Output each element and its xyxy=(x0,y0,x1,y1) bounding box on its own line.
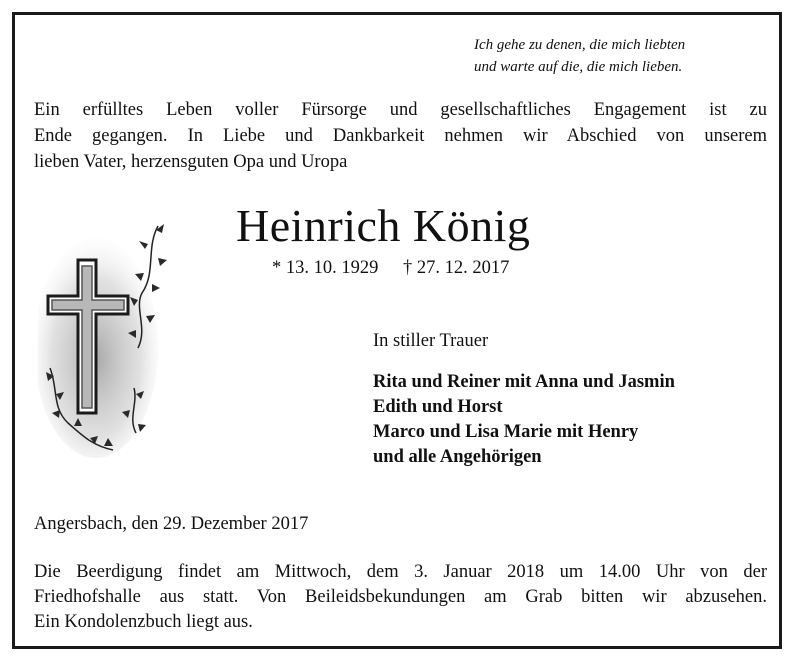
intro-text xyxy=(34,97,767,175)
funeral-line-2: Friedhofshalle aus statt. Von Beileidsbekundungen am Grab bitten wir abzusehen. xyxy=(34,587,767,607)
death-date: † 27. 12. 2017 xyxy=(403,258,510,278)
mourner-list xyxy=(373,370,675,470)
birth-date: * 13. 10. 1929 xyxy=(272,258,379,278)
deceased-name: Heinrich König xyxy=(236,200,531,251)
motto-line-2: und warte auf die, die mich lieben. xyxy=(474,59,683,75)
mourner-line: Marco und Lisa Marie mit Henry xyxy=(373,422,639,442)
motto-quote xyxy=(474,34,774,78)
funeral-notice xyxy=(34,560,767,635)
life-dates xyxy=(272,258,509,279)
intro-line-2: Ende gegangen. In Liebe und Dankbarkeit nehmen wir Abschied von unserem xyxy=(34,126,767,146)
mourner-line: Edith und Horst xyxy=(373,397,503,417)
funeral-line-3: Ein Kondolenzbuch liegt aus. xyxy=(34,612,253,632)
motto-line-1: Ich gehe zu denen, die mich liebten xyxy=(474,37,686,53)
place-date: Angersbach, den 29. Dezember 2017 xyxy=(34,514,309,534)
mourner-line: Rita und Reiner mit Anna und Jasmin xyxy=(373,372,675,392)
cross-with-ivy-icon xyxy=(38,218,172,458)
mourner-line: und alle Angehörigen xyxy=(373,447,542,467)
intro-line-3: lieben Vater, herzensguten Opa und Uropa xyxy=(34,152,348,172)
mourning-heading: In stiller Trauer xyxy=(373,331,489,351)
funeral-line-1: Die Beerdigung findet am Mittwoch, dem 3. Januar 2018 um 14.00 Uhr von der xyxy=(34,562,767,582)
intro-line-1: Ein erfülltes Leben voller Fürsorge und gesellschaftliches Engagement ist zu xyxy=(34,100,767,120)
